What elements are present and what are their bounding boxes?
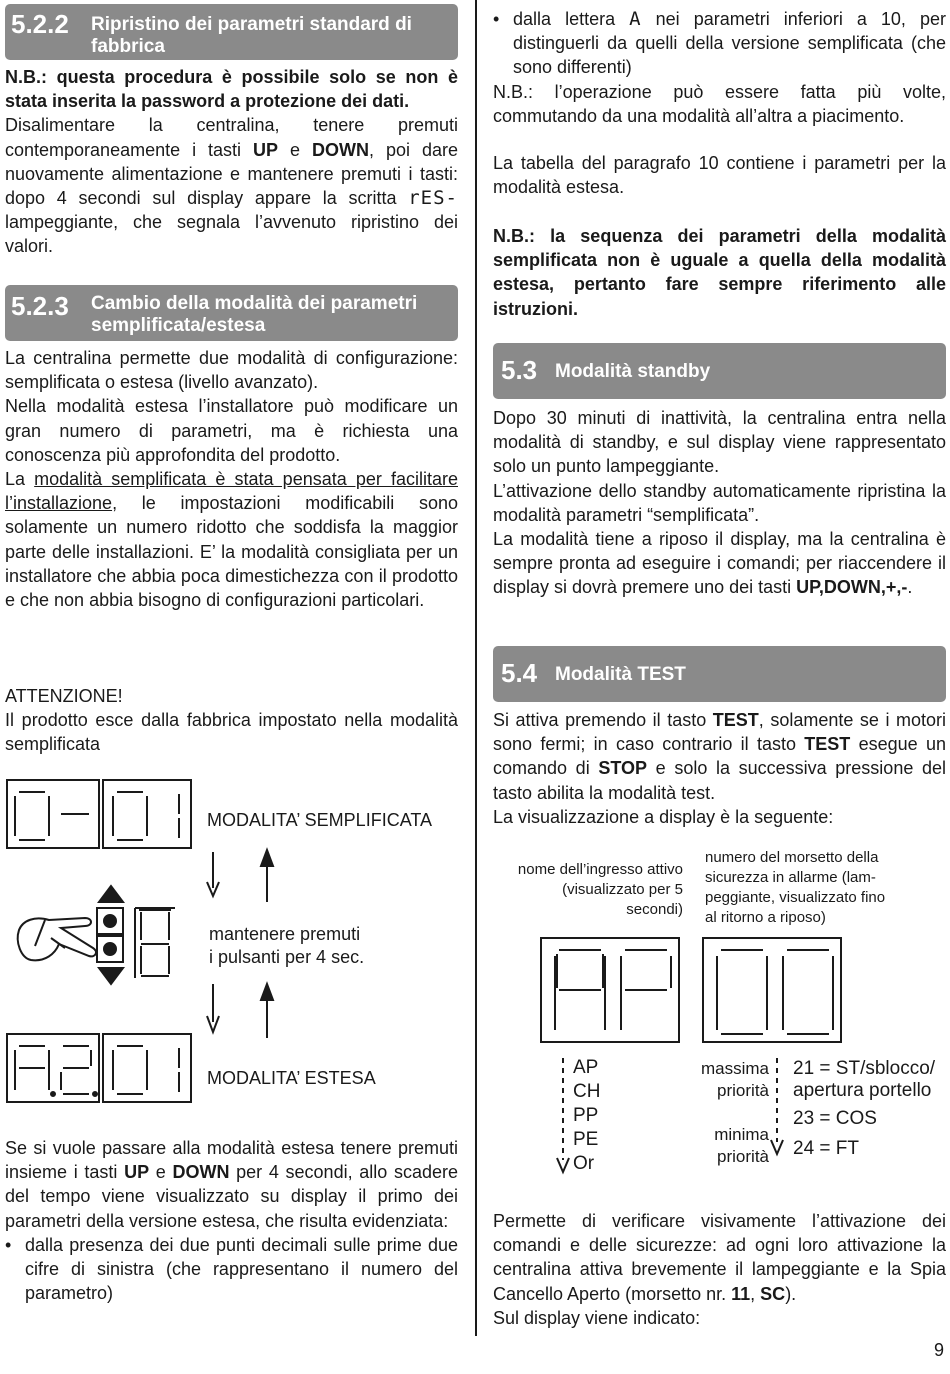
priority-arrow-left [557,1058,569,1172]
paragraph: La visualizzazione a display è la seguente: [493,806,834,827]
section-number: 5.3 [501,355,538,385]
section-5-2-2-body [5,65,458,259]
label-hold-line1: mantenere premuti [209,924,361,944]
right-caption: numero del morsetto della sicurezza in allarme (lam- peggiante, visualizzato fino al ritorno a riposo) [705,849,886,926]
priority-arrow-right [771,1058,783,1154]
bullet-item: • dalla presenza dei due punti decimali sulle prime due cifre di sinistra (che rappresentano il numero del parametro) [5,1234,458,1304]
label-hold-line2: i pulsanti per 4 sec. [209,947,365,967]
section-header-5-2-3 [5,285,458,341]
input-item: PP [573,1105,599,1126]
paragraph: La centralina permette due modalità di configurazione: semplificata o estesa (livello avanzato). [5,348,458,393]
arrows-simple-to-hold [207,850,273,902]
table-reference: La tabella del paragrafo 10 contiene i parametri per la modalità estesa. [493,153,946,198]
page-number: 9 [933,1340,944,1360]
paragraph: L’attivazione dello standby automaticamente ripristina la modalità parametri “semplificata”. [493,480,946,525]
nb-note: N.B.: l’operazione può essere fatta più volte, commutando da una modalità all’altra a piacimento. [493,81,946,126]
paragraph: Il prodotto esce dalla fabbrica impostato nella modalità semplificata [5,710,458,755]
terminal-item: 23 = COS [793,1108,877,1129]
section-header-5-3 [493,343,946,399]
section-title: Modalità standby [555,361,711,382]
test-mode-explanation: Permette di verificare visivamente l’attivazione dei comandi e delle sicurezze: ad ogni loro attivazione la centralina attiva brevemente il lampeggiante e la Spia Cancello Aperto (morsetto nr. 11, SC). Sul display viene indicato: [493,1209,946,1330]
attention-label: ATTENZIONE! [5,686,123,706]
hand-pressing-keys-icon [18,886,123,984]
section-5-4-body [493,708,946,829]
display-simple-mode [7,780,191,848]
section-title-line1: Cambio della modalità dei parametri [91,293,418,314]
paragraph: Dopo 30 minuti di inattività, la centralina entra nella modalità di standby, e sul display viene rappresentato solo un punto lampeggiante. [493,408,946,477]
section-title-line2: semplificata/estesa [91,315,266,336]
paragraph: Si attiva premendo il tasto TEST, solamente se i motori sono fermi; in caso contrario il tasto TEST esegue un comando di STOP e solo la successiva pressione del tasto abilita la modalità test. [493,710,947,803]
restore-paragraph: Disalimentare la centralina, tenere premuti contemporaneamente i tasti UP e DOWN, poi dare nuovamente alimentazione e mantenere premuti i tasti: dopo 4 secondi sul display appare la scritta rES- lampeggiante, che segnala l’avvenuto ripristino dei valori. [5,115,458,257]
section-number: 5.2.3 [11,291,69,321]
letter-a-glyph: A [629,8,642,30]
attention-block [5,684,458,757]
display-ap [541,938,679,1042]
section-header-5-2-2 [5,4,458,60]
input-item: AP [573,1057,599,1078]
label-simple-mode: MODALITA’ SEMPLIFICATA [207,810,433,830]
terminal-list [793,1058,935,1160]
input-list [573,1056,600,1176]
continued-bullet-block [493,7,946,128]
display-00 [703,938,841,1042]
section-title-line1: Ripristino dei parametri standard di [91,14,412,35]
paragraph: La modalità tiene a riposo il display, ma la centralina è sempre pronta ad eseguire i comandi; per riaccendere il display si dovrà premere uno dei tasti UP,DOWN,+,-. [493,529,946,598]
terminal-item: 21 = ST/sblocco/ [793,1058,936,1079]
arrows-hold-to-extended [207,984,273,1038]
terminal-item: 24 = FT [793,1138,859,1159]
section-number: 5.4 [501,658,538,688]
min-priority-label: minima priorità [714,1125,769,1166]
nb-note: N.B.: questa procedura è possibile solo se non è stata inserita la password a protezione dei dati. [5,67,458,112]
section-5-2-3-body [5,346,458,612]
label-extended-mode: MODALITA’ ESTESA [207,1068,376,1088]
nb-sequence-note: N.B.: la sequenza dei parametri della modalità semplificata non è uguale a quella della modalità estesa, pertanto fare sempre riferimento alle istruzioni. [493,226,946,319]
section-number: 5.2.2 [11,9,69,39]
display-extended-mode [7,1034,191,1102]
paragraph: Sul display viene indicato: [493,1307,701,1328]
display-single-digit [135,908,175,978]
input-item: PE [573,1129,599,1150]
terminal-item: apertura portello [793,1080,932,1101]
section-title-line2: fabbrica [91,36,165,57]
section-title: Modalità TEST [555,664,686,685]
input-item: CH [573,1081,601,1102]
column-divider [475,0,477,1336]
input-item: Or [573,1153,595,1174]
paragraph: Nella modalità estesa l’installatore può modificare un gran numero di parametri, ma è richiesta una conoscenza più approfondita del prodotto. [5,396,458,465]
bullet-item: • dalla lettera A nei parametri inferiori a 10, per distinguerli da quelli della versione semplificata (che sono differenti) [493,8,946,78]
max-priority-label: massima priorità [700,1059,769,1100]
section-5-3-body [493,406,946,600]
left-caption: nome dell’ingresso attivo (visualizzato per 5 secondi) [517,861,683,918]
res-display-text: rES- [408,187,458,210]
extended-mode-paragraph: Se si vuole passare alla modalità estesa tenere premuti insieme i tasti UP e DOWN per 4 secondi, allo scadere del tempo viene visualizzato su display il primo dei parametri della versione estesa, che risulta evidenziata: • dalla presenza dei due punti decimali sulle prime due cifre di sinistra (che rappresentano il numero del parametro) [5,1136,458,1305]
section-header-5-4 [493,646,946,702]
paragraph: La modalità semplificata è stata pensata per facilitare l’installazione, le impostazioni modificabili sono solamente un numero ridotto che soddisfa la maggior parte delle installazioni. E’ la modalità consigliata per un installatore che abbia poca dimestichezza con il prodotto e che non abbia bisogno di configurazioni particolari. [5,469,458,611]
